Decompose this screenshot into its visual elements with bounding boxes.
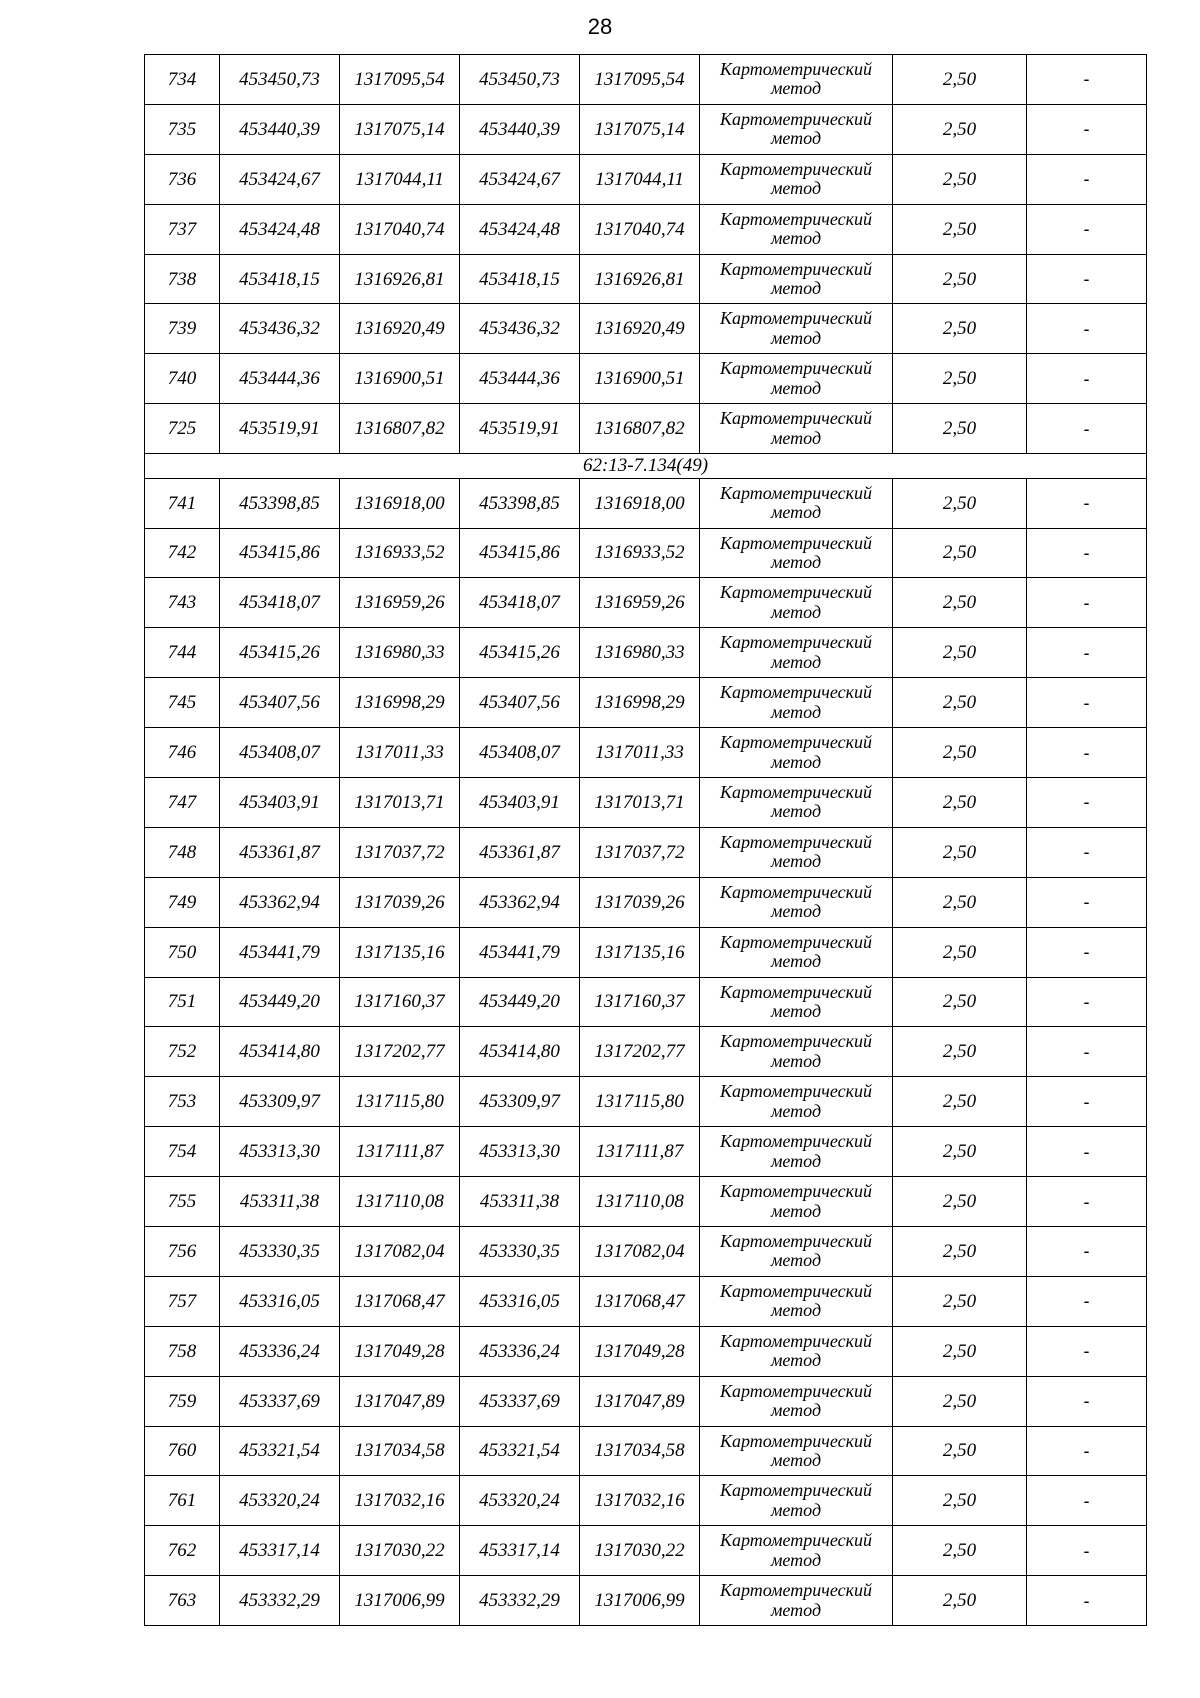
note-cell: - bbox=[1027, 1426, 1147, 1476]
table-row bbox=[145, 528, 1147, 578]
x-new-cell: 453309,97 bbox=[460, 1077, 580, 1127]
y-existing-cell: 1317202,77 bbox=[340, 1027, 460, 1077]
point-number-cell: 736 bbox=[145, 154, 220, 204]
note-cell: - bbox=[1027, 927, 1147, 977]
point-number-cell: 738 bbox=[145, 254, 220, 304]
y-existing-cell: 1317115,80 bbox=[340, 1077, 460, 1127]
method-cell: Картометрический метод bbox=[700, 1177, 893, 1227]
x-new-cell: 453337,69 bbox=[460, 1376, 580, 1426]
note-cell: - bbox=[1027, 104, 1147, 154]
note-cell: - bbox=[1027, 1177, 1147, 1227]
y-existing-cell: 1317082,04 bbox=[340, 1226, 460, 1276]
accuracy-cell: 2,50 bbox=[893, 1027, 1027, 1077]
x-existing-cell: 453424,67 bbox=[220, 154, 340, 204]
x-new-cell: 453362,94 bbox=[460, 877, 580, 927]
y-new-cell: 1316900,51 bbox=[580, 354, 700, 404]
method-cell: Картометрический метод bbox=[700, 728, 893, 778]
point-number-cell: 752 bbox=[145, 1027, 220, 1077]
x-existing-cell: 453336,24 bbox=[220, 1326, 340, 1376]
accuracy-cell: 2,50 bbox=[893, 528, 1027, 578]
table-row bbox=[145, 1226, 1147, 1276]
method-cell: Картометрический метод bbox=[700, 777, 893, 827]
y-new-cell: 1317039,26 bbox=[580, 877, 700, 927]
x-existing-cell: 453415,26 bbox=[220, 628, 340, 678]
accuracy-cell: 2,50 bbox=[893, 1077, 1027, 1127]
accuracy-cell: 2,50 bbox=[893, 1426, 1027, 1476]
table-row bbox=[145, 927, 1147, 977]
accuracy-cell: 2,50 bbox=[893, 827, 1027, 877]
y-existing-cell: 1316980,33 bbox=[340, 628, 460, 678]
accuracy-cell: 2,50 bbox=[893, 55, 1027, 105]
x-new-cell: 453441,79 bbox=[460, 927, 580, 977]
x-new-cell: 453415,86 bbox=[460, 528, 580, 578]
table-row bbox=[145, 1276, 1147, 1326]
x-new-cell: 453450,73 bbox=[460, 55, 580, 105]
table-row bbox=[145, 628, 1147, 678]
method-cell: Картометрический метод bbox=[700, 1276, 893, 1326]
table-body bbox=[145, 55, 1147, 1626]
table-row bbox=[145, 1426, 1147, 1476]
table-row bbox=[145, 254, 1147, 304]
accuracy-cell: 2,50 bbox=[893, 578, 1027, 628]
method-cell: Картометрический метод bbox=[700, 678, 893, 728]
method-cell: Картометрический метод bbox=[700, 1326, 893, 1376]
y-existing-cell: 1317111,87 bbox=[340, 1127, 460, 1177]
table-row bbox=[145, 1526, 1147, 1576]
y-existing-cell: 1316920,49 bbox=[340, 304, 460, 354]
x-existing-cell: 453362,94 bbox=[220, 877, 340, 927]
method-cell: Картометрический метод bbox=[700, 578, 893, 628]
method-cell: Картометрический метод bbox=[700, 877, 893, 927]
note-cell: - bbox=[1027, 977, 1147, 1027]
x-existing-cell: 453403,91 bbox=[220, 777, 340, 827]
method-cell: Картометрический метод bbox=[700, 478, 893, 528]
method-cell: Картометрический метод bbox=[700, 1127, 893, 1177]
y-new-cell: 1317160,37 bbox=[580, 977, 700, 1027]
point-number-cell: 757 bbox=[145, 1276, 220, 1326]
point-number-cell: 749 bbox=[145, 877, 220, 927]
point-number-cell: 745 bbox=[145, 678, 220, 728]
x-new-cell: 453361,87 bbox=[460, 827, 580, 877]
x-new-cell: 453415,26 bbox=[460, 628, 580, 678]
point-number-cell: 754 bbox=[145, 1127, 220, 1177]
note-cell: - bbox=[1027, 1127, 1147, 1177]
x-new-cell: 453440,39 bbox=[460, 104, 580, 154]
x-new-cell: 453330,35 bbox=[460, 1226, 580, 1276]
y-new-cell: 1317047,89 bbox=[580, 1376, 700, 1426]
accuracy-cell: 2,50 bbox=[893, 1376, 1027, 1426]
method-cell: Картометрический метод bbox=[700, 1226, 893, 1276]
accuracy-cell: 2,50 bbox=[893, 927, 1027, 977]
y-existing-cell: 1317047,89 bbox=[340, 1376, 460, 1426]
x-new-cell: 453418,07 bbox=[460, 578, 580, 628]
method-cell: Картометрический метод bbox=[700, 354, 893, 404]
point-number-cell: 760 bbox=[145, 1426, 220, 1476]
table-row bbox=[145, 1576, 1147, 1626]
x-existing-cell: 453398,85 bbox=[220, 478, 340, 528]
method-cell: Картометрический метод bbox=[700, 1526, 893, 1576]
accuracy-cell: 2,50 bbox=[893, 1576, 1027, 1626]
table-row bbox=[145, 478, 1147, 528]
method-cell: Картометрический метод bbox=[700, 104, 893, 154]
table-row bbox=[145, 1077, 1147, 1127]
accuracy-cell: 2,50 bbox=[893, 877, 1027, 927]
y-existing-cell: 1317040,74 bbox=[340, 204, 460, 254]
y-existing-cell: 1316918,00 bbox=[340, 478, 460, 528]
method-cell: Картометрический метод bbox=[700, 204, 893, 254]
x-new-cell: 453403,91 bbox=[460, 777, 580, 827]
x-new-cell: 453418,15 bbox=[460, 254, 580, 304]
accuracy-cell: 2,50 bbox=[893, 404, 1027, 454]
point-number-cell: 746 bbox=[145, 728, 220, 778]
point-number-cell: 756 bbox=[145, 1226, 220, 1276]
point-number-cell: 741 bbox=[145, 478, 220, 528]
y-existing-cell: 1316959,26 bbox=[340, 578, 460, 628]
y-new-cell: 1317135,16 bbox=[580, 927, 700, 977]
x-existing-cell: 453418,07 bbox=[220, 578, 340, 628]
accuracy-cell: 2,50 bbox=[893, 154, 1027, 204]
y-new-cell: 1317034,58 bbox=[580, 1426, 700, 1476]
note-cell: - bbox=[1027, 1077, 1147, 1127]
y-new-cell: 1317006,99 bbox=[580, 1576, 700, 1626]
note-cell: - bbox=[1027, 1326, 1147, 1376]
note-cell: - bbox=[1027, 578, 1147, 628]
note-cell: - bbox=[1027, 728, 1147, 778]
x-existing-cell: 453330,35 bbox=[220, 1226, 340, 1276]
note-cell: - bbox=[1027, 304, 1147, 354]
note-cell: - bbox=[1027, 877, 1147, 927]
table-row bbox=[145, 578, 1147, 628]
note-cell: - bbox=[1027, 827, 1147, 877]
y-new-cell: 1316926,81 bbox=[580, 254, 700, 304]
note-cell: - bbox=[1027, 1276, 1147, 1326]
accuracy-cell: 2,50 bbox=[893, 1326, 1027, 1376]
y-new-cell: 1316920,49 bbox=[580, 304, 700, 354]
section-title: 62:13-7.134(49) bbox=[145, 454, 1147, 479]
x-new-cell: 453424,48 bbox=[460, 204, 580, 254]
accuracy-cell: 2,50 bbox=[893, 777, 1027, 827]
point-number-cell: 725 bbox=[145, 404, 220, 454]
y-new-cell: 1317110,08 bbox=[580, 1177, 700, 1227]
x-new-cell: 453444,36 bbox=[460, 354, 580, 404]
accuracy-cell: 2,50 bbox=[893, 104, 1027, 154]
y-new-cell: 1317082,04 bbox=[580, 1226, 700, 1276]
note-cell: - bbox=[1027, 1027, 1147, 1077]
y-existing-cell: 1317075,14 bbox=[340, 104, 460, 154]
x-new-cell: 453316,05 bbox=[460, 1276, 580, 1326]
accuracy-cell: 2,50 bbox=[893, 1177, 1027, 1227]
x-new-cell: 453407,56 bbox=[460, 678, 580, 728]
point-number-cell: 753 bbox=[145, 1077, 220, 1127]
method-cell: Картометрический метод bbox=[700, 1376, 893, 1426]
y-new-cell: 1316918,00 bbox=[580, 478, 700, 528]
note-cell: - bbox=[1027, 478, 1147, 528]
x-new-cell: 453424,67 bbox=[460, 154, 580, 204]
accuracy-cell: 2,50 bbox=[893, 354, 1027, 404]
x-existing-cell: 453337,69 bbox=[220, 1376, 340, 1426]
y-new-cell: 1317115,80 bbox=[580, 1077, 700, 1127]
method-cell: Картометрический метод bbox=[700, 1077, 893, 1127]
table-row bbox=[145, 1177, 1147, 1227]
x-existing-cell: 453317,14 bbox=[220, 1526, 340, 1576]
y-new-cell: 1317068,47 bbox=[580, 1276, 700, 1326]
point-number-cell: 747 bbox=[145, 777, 220, 827]
x-new-cell: 453336,24 bbox=[460, 1326, 580, 1376]
point-number-cell: 750 bbox=[145, 927, 220, 977]
y-existing-cell: 1317006,99 bbox=[340, 1576, 460, 1626]
point-number-cell: 748 bbox=[145, 827, 220, 877]
y-existing-cell: 1317037,72 bbox=[340, 827, 460, 877]
note-cell: - bbox=[1027, 678, 1147, 728]
x-existing-cell: 453449,20 bbox=[220, 977, 340, 1027]
accuracy-cell: 2,50 bbox=[893, 1526, 1027, 1576]
y-existing-cell: 1316998,29 bbox=[340, 678, 460, 728]
x-existing-cell: 453316,05 bbox=[220, 1276, 340, 1326]
point-number-cell: 744 bbox=[145, 628, 220, 678]
x-existing-cell: 453444,36 bbox=[220, 354, 340, 404]
y-existing-cell: 1317039,26 bbox=[340, 877, 460, 927]
point-number-cell: 763 bbox=[145, 1576, 220, 1626]
note-cell: - bbox=[1027, 1376, 1147, 1426]
method-cell: Картометрический метод bbox=[700, 254, 893, 304]
accuracy-cell: 2,50 bbox=[893, 304, 1027, 354]
point-number-cell: 742 bbox=[145, 528, 220, 578]
note-cell: - bbox=[1027, 354, 1147, 404]
y-new-cell: 1317202,77 bbox=[580, 1027, 700, 1077]
table-row bbox=[145, 154, 1147, 204]
x-existing-cell: 453313,30 bbox=[220, 1127, 340, 1177]
x-new-cell: 453332,29 bbox=[460, 1576, 580, 1626]
y-existing-cell: 1317034,58 bbox=[340, 1426, 460, 1476]
note-cell: - bbox=[1027, 404, 1147, 454]
y-existing-cell: 1316926,81 bbox=[340, 254, 460, 304]
x-existing-cell: 453519,91 bbox=[220, 404, 340, 454]
point-number-cell: 761 bbox=[145, 1476, 220, 1526]
table-row bbox=[145, 877, 1147, 927]
y-new-cell: 1316807,82 bbox=[580, 404, 700, 454]
point-number-cell: 739 bbox=[145, 304, 220, 354]
method-cell: Картометрический метод bbox=[700, 55, 893, 105]
coordinates-table bbox=[144, 54, 1147, 1626]
x-existing-cell: 453311,38 bbox=[220, 1177, 340, 1227]
y-new-cell: 1317075,14 bbox=[580, 104, 700, 154]
y-existing-cell: 1317049,28 bbox=[340, 1326, 460, 1376]
y-new-cell: 1317013,71 bbox=[580, 777, 700, 827]
x-existing-cell: 453361,87 bbox=[220, 827, 340, 877]
accuracy-cell: 2,50 bbox=[893, 254, 1027, 304]
method-cell: Картометрический метод bbox=[700, 1476, 893, 1526]
x-existing-cell: 453309,97 bbox=[220, 1077, 340, 1127]
note-cell: - bbox=[1027, 1526, 1147, 1576]
point-number-cell: 762 bbox=[145, 1526, 220, 1576]
accuracy-cell: 2,50 bbox=[893, 1127, 1027, 1177]
table-row bbox=[145, 678, 1147, 728]
method-cell: Картометрический метод bbox=[700, 827, 893, 877]
y-existing-cell: 1316900,51 bbox=[340, 354, 460, 404]
point-number-cell: 734 bbox=[145, 55, 220, 105]
x-existing-cell: 453424,48 bbox=[220, 204, 340, 254]
x-new-cell: 453414,80 bbox=[460, 1027, 580, 1077]
method-cell: Картометрический метод bbox=[700, 1426, 893, 1476]
y-existing-cell: 1317011,33 bbox=[340, 728, 460, 778]
note-cell: - bbox=[1027, 528, 1147, 578]
method-cell: Картометрический метод bbox=[700, 404, 893, 454]
y-existing-cell: 1317013,71 bbox=[340, 777, 460, 827]
x-new-cell: 453313,30 bbox=[460, 1127, 580, 1177]
y-new-cell: 1317030,22 bbox=[580, 1526, 700, 1576]
point-number-cell: 751 bbox=[145, 977, 220, 1027]
x-new-cell: 453436,32 bbox=[460, 304, 580, 354]
accuracy-cell: 2,50 bbox=[893, 678, 1027, 728]
note-cell: - bbox=[1027, 254, 1147, 304]
y-existing-cell: 1317110,08 bbox=[340, 1177, 460, 1227]
note-cell: - bbox=[1027, 1576, 1147, 1626]
table-row bbox=[145, 304, 1147, 354]
y-existing-cell: 1316933,52 bbox=[340, 528, 460, 578]
table-row bbox=[145, 1376, 1147, 1426]
x-existing-cell: 453436,32 bbox=[220, 304, 340, 354]
x-existing-cell: 453418,15 bbox=[220, 254, 340, 304]
y-new-cell: 1316933,52 bbox=[580, 528, 700, 578]
table-row bbox=[145, 204, 1147, 254]
x-existing-cell: 453441,79 bbox=[220, 927, 340, 977]
table-row bbox=[145, 55, 1147, 105]
table-row bbox=[145, 404, 1147, 454]
y-new-cell: 1317049,28 bbox=[580, 1326, 700, 1376]
x-existing-cell: 453440,39 bbox=[220, 104, 340, 154]
method-cell: Картометрический метод bbox=[700, 927, 893, 977]
page-number: 28 bbox=[587, 14, 613, 39]
x-new-cell: 453311,38 bbox=[460, 1177, 580, 1227]
x-existing-cell: 453321,54 bbox=[220, 1426, 340, 1476]
accuracy-cell: 2,50 bbox=[893, 728, 1027, 778]
x-existing-cell: 453414,80 bbox=[220, 1027, 340, 1077]
x-new-cell: 453321,54 bbox=[460, 1426, 580, 1476]
table-row bbox=[145, 1027, 1147, 1077]
note-cell: - bbox=[1027, 55, 1147, 105]
y-new-cell: 1317044,11 bbox=[580, 154, 700, 204]
accuracy-cell: 2,50 bbox=[893, 977, 1027, 1027]
accuracy-cell: 2,50 bbox=[893, 1226, 1027, 1276]
x-existing-cell: 453320,24 bbox=[220, 1476, 340, 1526]
y-new-cell: 1317011,33 bbox=[580, 728, 700, 778]
point-number-cell: 758 bbox=[145, 1326, 220, 1376]
y-existing-cell: 1317095,54 bbox=[340, 55, 460, 105]
table-row bbox=[145, 827, 1147, 877]
point-number-cell: 755 bbox=[145, 1177, 220, 1227]
y-existing-cell: 1317044,11 bbox=[340, 154, 460, 204]
y-new-cell: 1317111,87 bbox=[580, 1127, 700, 1177]
table-row bbox=[145, 1476, 1147, 1526]
x-new-cell: 453320,24 bbox=[460, 1476, 580, 1526]
table-row bbox=[145, 977, 1147, 1027]
x-new-cell: 453317,14 bbox=[460, 1526, 580, 1576]
y-new-cell: 1317032,16 bbox=[580, 1476, 700, 1526]
point-number-cell: 740 bbox=[145, 354, 220, 404]
y-new-cell: 1317040,74 bbox=[580, 204, 700, 254]
y-existing-cell: 1316807,82 bbox=[340, 404, 460, 454]
y-new-cell: 1316959,26 bbox=[580, 578, 700, 628]
x-existing-cell: 453408,07 bbox=[220, 728, 340, 778]
x-new-cell: 453449,20 bbox=[460, 977, 580, 1027]
y-new-cell: 1317095,54 bbox=[580, 55, 700, 105]
y-existing-cell: 1317032,16 bbox=[340, 1476, 460, 1526]
accuracy-cell: 2,50 bbox=[893, 204, 1027, 254]
y-new-cell: 1316998,29 bbox=[580, 678, 700, 728]
method-cell: Картометрический метод bbox=[700, 304, 893, 354]
note-cell: - bbox=[1027, 1476, 1147, 1526]
note-cell: - bbox=[1027, 204, 1147, 254]
accuracy-cell: 2,50 bbox=[893, 628, 1027, 678]
method-cell: Картометрический метод bbox=[700, 1576, 893, 1626]
table-row bbox=[145, 354, 1147, 404]
x-existing-cell: 453450,73 bbox=[220, 55, 340, 105]
point-number-cell: 743 bbox=[145, 578, 220, 628]
section-row bbox=[145, 454, 1147, 479]
note-cell: - bbox=[1027, 628, 1147, 678]
table-row bbox=[145, 1127, 1147, 1177]
method-cell: Картометрический метод bbox=[700, 977, 893, 1027]
point-number-cell: 759 bbox=[145, 1376, 220, 1426]
accuracy-cell: 2,50 bbox=[893, 478, 1027, 528]
accuracy-cell: 2,50 bbox=[893, 1276, 1027, 1326]
x-existing-cell: 453332,29 bbox=[220, 1576, 340, 1626]
accuracy-cell: 2,50 bbox=[893, 1476, 1027, 1526]
method-cell: Картометрический метод bbox=[700, 154, 893, 204]
note-cell: - bbox=[1027, 1226, 1147, 1276]
method-cell: Картометрический метод bbox=[700, 528, 893, 578]
note-cell: - bbox=[1027, 154, 1147, 204]
y-existing-cell: 1317030,22 bbox=[340, 1526, 460, 1576]
x-existing-cell: 453415,86 bbox=[220, 528, 340, 578]
y-existing-cell: 1317160,37 bbox=[340, 977, 460, 1027]
point-number-cell: 737 bbox=[145, 204, 220, 254]
x-new-cell: 453398,85 bbox=[460, 478, 580, 528]
table-row bbox=[145, 728, 1147, 778]
y-new-cell: 1316980,33 bbox=[580, 628, 700, 678]
method-cell: Картометрический метод bbox=[700, 628, 893, 678]
note-cell: - bbox=[1027, 777, 1147, 827]
method-cell: Картометрический метод bbox=[700, 1027, 893, 1077]
table-row bbox=[145, 1326, 1147, 1376]
x-new-cell: 453519,91 bbox=[460, 404, 580, 454]
x-existing-cell: 453407,56 bbox=[220, 678, 340, 728]
table-row bbox=[145, 777, 1147, 827]
point-number-cell: 735 bbox=[145, 104, 220, 154]
y-existing-cell: 1317068,47 bbox=[340, 1276, 460, 1326]
y-new-cell: 1317037,72 bbox=[580, 827, 700, 877]
x-new-cell: 453408,07 bbox=[460, 728, 580, 778]
table-row bbox=[145, 104, 1147, 154]
y-existing-cell: 1317135,16 bbox=[340, 927, 460, 977]
